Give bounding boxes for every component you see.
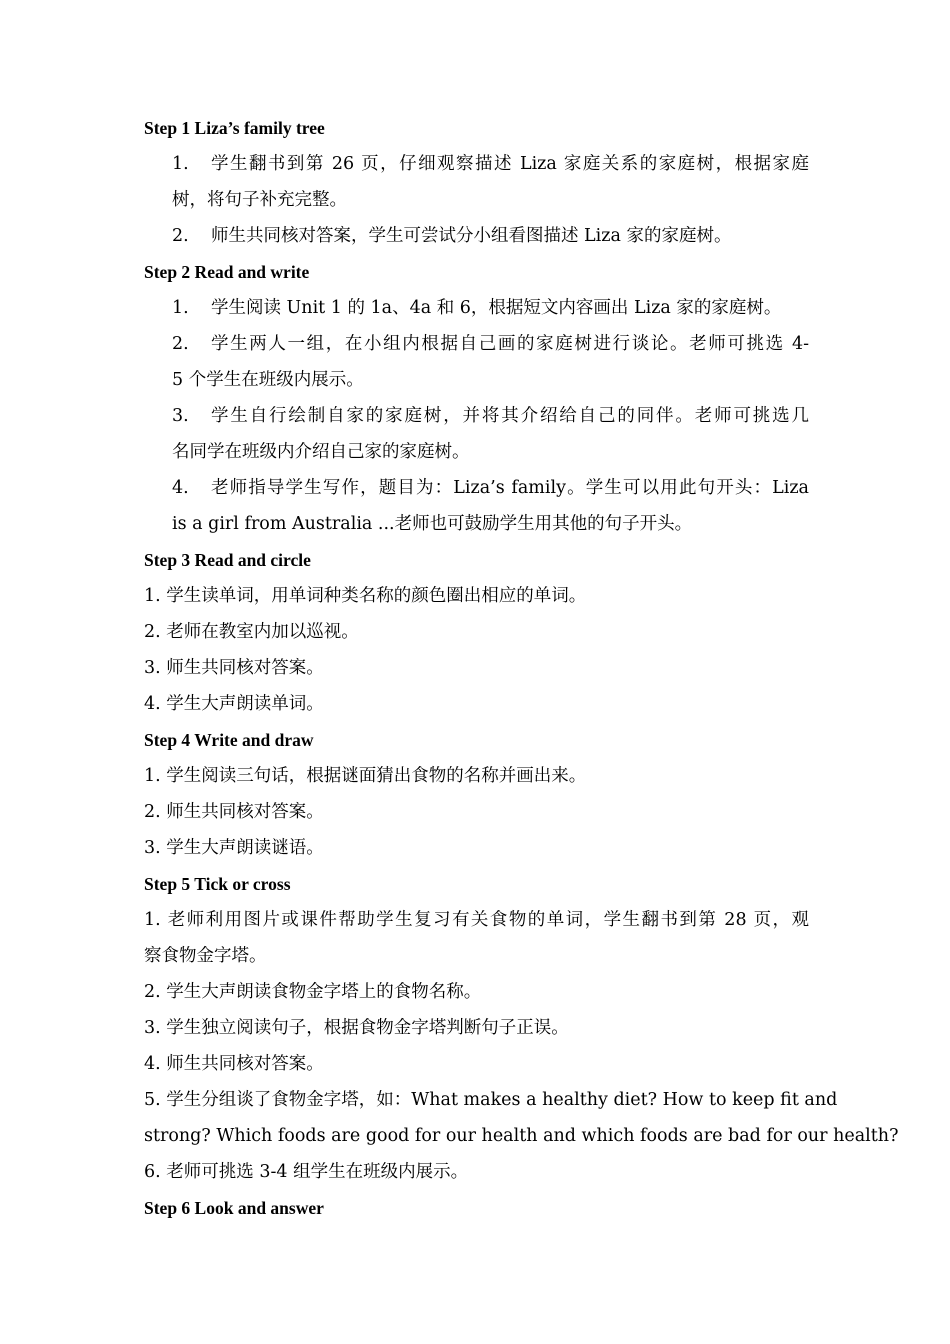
- step-item-line: [144, 1010, 809, 1046]
- step-item-line: [144, 506, 809, 542]
- step-heading: Step 2 Read and write: [144, 262, 310, 282]
- item-text: strong? Which foods are good for our health and which foods are bad for our health?: [144, 1126, 899, 1146]
- step-item-line: [144, 182, 809, 218]
- document-body: [144, 110, 899, 1226]
- item-text: 6. 老师可挑选 3-4 组学生在班级内展示。: [144, 1162, 469, 1182]
- step-item-line: [144, 614, 809, 650]
- step-item-line: [144, 686, 809, 722]
- item-text: 3. 师生共同核对答案。: [144, 658, 324, 678]
- step-item-line: [144, 434, 809, 470]
- item-text: 1. 学生读单词，用单词种类名称的颜色圈出相应的单词。: [144, 586, 587, 606]
- step-item-line: [144, 1046, 809, 1082]
- item-number: 4.: [172, 478, 189, 498]
- item-text: 4. 学生大声朗读单词。: [144, 694, 324, 714]
- step-item-line: [144, 650, 809, 686]
- item-number: 2.: [172, 334, 189, 354]
- item-text: 树，将句子补充完整。: [172, 190, 347, 210]
- item-text: 察食物金字塔。: [144, 946, 267, 966]
- step-item-line: [144, 938, 809, 974]
- item-text: 学生自行绘制自家的家庭树，并将其介绍给自己的同伴。老师可挑选几: [211, 406, 809, 426]
- step-item-line: [144, 1082, 838, 1118]
- item-number: 1.: [172, 154, 189, 174]
- item-number: 3.: [172, 406, 189, 426]
- step-heading: Step 4 Write and draw: [144, 730, 314, 750]
- step-heading: Step 1 Liza’s family tree: [144, 118, 325, 138]
- item-text: 2. 师生共同核对答案。: [144, 802, 324, 822]
- step-item-line: [144, 218, 809, 254]
- item-text: 1. 学生阅读三句话，根据谜面猜出食物的名称并画出来。: [144, 766, 587, 786]
- item-number: 2.: [172, 226, 189, 246]
- item-text: 4. 师生共同核对答案。: [144, 1054, 324, 1074]
- step-item-line: [144, 758, 809, 794]
- item-number: 1.: [172, 298, 189, 318]
- step-item-line: [144, 794, 809, 830]
- item-text: 学生翻书到第 26 页，仔细观察描述 Liza 家庭关系的家庭树，根据家庭: [211, 154, 809, 174]
- item-text: 名同学在班级内介绍自己家的家庭树。: [172, 442, 470, 462]
- step-item-line: [144, 362, 809, 398]
- item-text: 5 个学生在班级内展示。: [172, 370, 364, 390]
- item-text: 2. 老师在教室内加以巡视。: [144, 622, 359, 642]
- item-text: is a girl from Australia ...老师也可鼓励学生用其他的句子开头。: [172, 514, 693, 534]
- step-item-line: [144, 1118, 899, 1154]
- item-text: 老师指导学生写作，题目为：Liza’s family。学生可以用此句开头：Liza: [211, 478, 809, 498]
- item-text: 3. 学生独立阅读句子，根据食物金字塔判断句子正误。: [144, 1018, 569, 1038]
- step-item-line: [144, 326, 809, 362]
- item-text: 师生共同核对答案，学生可尝试分小组看图描述 Liza 家的家庭树。: [211, 226, 732, 246]
- item-text: 2. 学生大声朗读食物金字塔上的食物名称。: [144, 982, 482, 1002]
- step-item-line: [144, 974, 809, 1010]
- step-item-line: [144, 1154, 809, 1190]
- step-heading: Step 6 Look and answer: [144, 1198, 324, 1218]
- step-heading: Step 5 Tick or cross: [144, 874, 291, 894]
- step-item-line: [144, 830, 809, 866]
- step-item-line: [144, 290, 809, 326]
- step-item-line: [144, 398, 809, 434]
- item-text: 3. 学生大声朗读谜语。: [144, 838, 324, 858]
- step-heading: Step 3 Read and circle: [144, 550, 311, 570]
- step-item-line: [144, 470, 809, 506]
- item-text: 学生两人一组，在小组内根据自己画的家庭树进行谈论。老师可挑选 4-: [211, 334, 809, 354]
- step-item-line: [144, 902, 809, 938]
- step-item-line: [144, 146, 809, 182]
- item-text: 学生阅读 Unit 1 的 1a、4a 和 6，根据短文内容画出 Liza 家的家庭树。: [211, 298, 782, 318]
- item-text: 1. 老师利用图片或课件帮助学生复习有关食物的单词，学生翻书到第 28 页，观: [144, 910, 809, 930]
- item-text: 5. 学生分组谈了食物金字塔，如：What makes a healthy diet? How to keep fit and: [144, 1090, 838, 1110]
- step-item-line: [144, 578, 809, 614]
